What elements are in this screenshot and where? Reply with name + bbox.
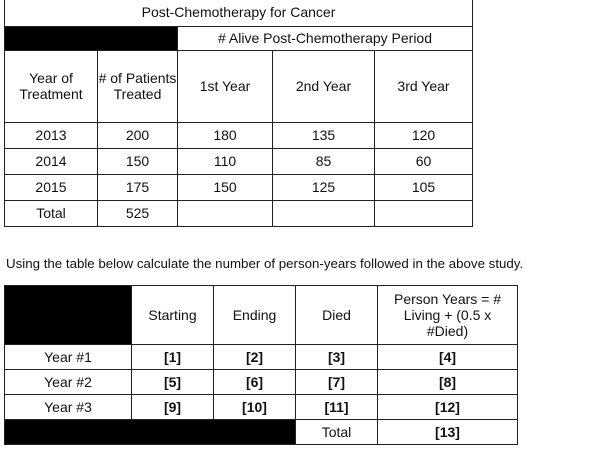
person-years-cell: [4] [378, 345, 518, 370]
table-row [5, 148, 473, 174]
alive-year-1: 110 [178, 148, 273, 174]
table-title-row [5, 0, 473, 26]
alive-period-header: # Alive Post-Chemotherapy Period [178, 26, 473, 50]
header-ending: Ending [214, 286, 296, 345]
header-2nd-year: 2nd Year [273, 50, 375, 122]
header-3rd-year: 3rd Year [375, 50, 473, 122]
blacked-out-cell [5, 420, 296, 445]
died-cell: [11] [296, 395, 378, 420]
alive-year-2: 135 [273, 122, 375, 148]
patients-treated: 150 [98, 148, 178, 174]
header-patients-treated: # of Patients Treated [98, 50, 178, 122]
header-person-years: Person Years = # Living + (0.5 x #Died) [378, 286, 518, 345]
patients-treated: 175 [98, 174, 178, 200]
alive-year-2: 85 [273, 148, 375, 174]
year-label: Year #2 [5, 370, 132, 395]
alive-year-2: 125 [273, 174, 375, 200]
died-cell: [3] [296, 345, 378, 370]
treatment-year: 2014 [5, 148, 98, 174]
blacked-out-cell [5, 26, 178, 50]
person-years-table [4, 285, 518, 445]
patients-treated: 200 [98, 122, 178, 148]
header-1st-year: 1st Year [178, 50, 273, 122]
instruction-text: Using the table below calculate the number of person-years followed in the above study. [6, 256, 524, 271]
table-row [5, 122, 473, 148]
empty-cell [375, 200, 473, 226]
alive-year-3: 60 [375, 148, 473, 174]
column-header-row [5, 286, 518, 345]
header-year-of-treatment: Year of Treatment [5, 50, 98, 122]
header-died: Died [296, 286, 378, 345]
total-person-years-cell: [13] [378, 420, 518, 445]
column-header-row [5, 50, 473, 122]
group-header-row [5, 26, 473, 50]
table-title: Post-Chemotherapy for Cancer [5, 0, 473, 26]
year-label: Year #3 [5, 395, 132, 420]
ending-cell: [6] [214, 370, 296, 395]
alive-year-1: 180 [178, 122, 273, 148]
table-row [5, 345, 518, 370]
total-treated: 525 [98, 200, 178, 226]
table-row [5, 395, 518, 420]
total-label: Total [296, 420, 378, 445]
total-row [5, 420, 518, 445]
ending-cell: [2] [214, 345, 296, 370]
year-label: Year #1 [5, 345, 132, 370]
ending-cell: [10] [214, 395, 296, 420]
person-years-cell: [8] [378, 370, 518, 395]
alive-year-1: 150 [178, 174, 273, 200]
person-years-cell: [12] [378, 395, 518, 420]
alive-year-3: 120 [375, 122, 473, 148]
survival-table [4, 0, 473, 227]
table-row [5, 370, 518, 395]
treatment-year: 2015 [5, 174, 98, 200]
total-row [5, 200, 473, 226]
died-cell: [7] [296, 370, 378, 395]
starting-cell: [5] [132, 370, 214, 395]
header-starting: Starting [132, 286, 214, 345]
empty-cell [273, 200, 375, 226]
treatment-year: 2013 [5, 122, 98, 148]
starting-cell: [1] [132, 345, 214, 370]
total-label: Total [5, 200, 98, 226]
starting-cell: [9] [132, 395, 214, 420]
empty-cell [178, 200, 273, 226]
table-row [5, 174, 473, 200]
blacked-out-cell [5, 286, 132, 345]
alive-year-3: 105 [375, 174, 473, 200]
